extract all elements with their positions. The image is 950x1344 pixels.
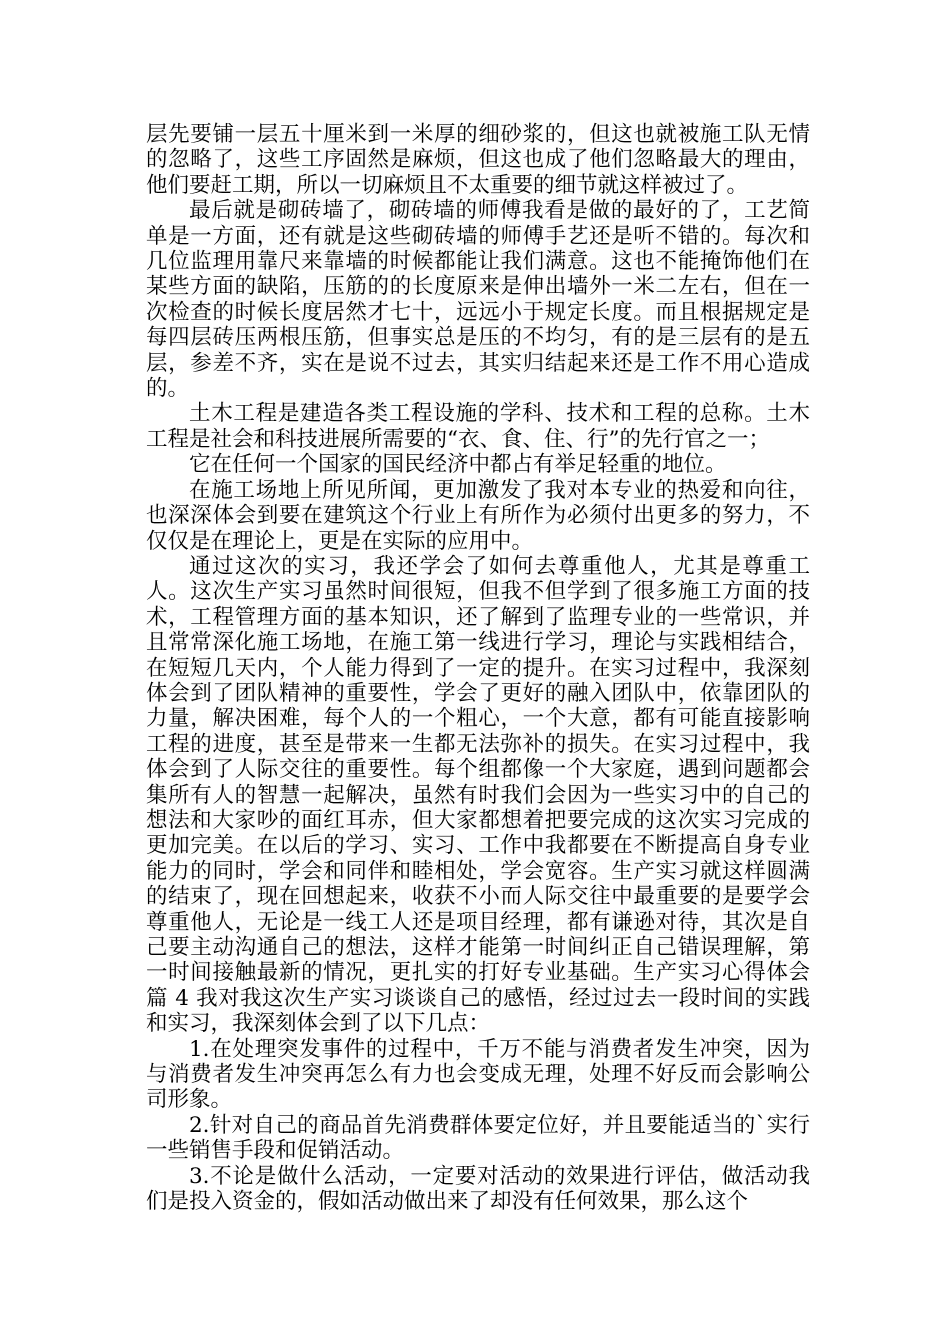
paragraph-2: 最后就是砌砖墙了，砌砖墙的师傅我看是做的最好的了，工艺简单是一方面，还有就是这些砌砖墙的师傅手艺还是听不错的。每次和几位监理用靠尺来靠墙的时候都能让我们满意。这也不能掩饰他们在某些方面的缺陷，压筋的的长度原来是伸出墙外一米二左右，但在一次检查的时候长度居然才七十，远远小于规定长度。而且根据规定是每四层砖压两根压筋，但事实总是压的不均匀，有的是三层有的是五层，参差不齐，实在是说不过去，其实归结起来还是工作不用心造成的。 — [146, 198, 810, 402]
paragraph-7: 1.在处理突发事件的过程中，千万不能与消费者发生冲突，因为与消费者发生冲突再怎么有力也会变成无理，处理不好反而会影响公司形象。 — [146, 1036, 810, 1113]
paragraph-4: 它在任何一个国家的国民经济中都占有举足轻重的地位。 — [189, 452, 727, 478]
paragraph-8: 2.针对自己的商品首先消费群体要定位好，并且要能适当的`实行一些销售手段和促销活动。 — [146, 1112, 810, 1164]
paragraph-3: 土木工程是建造各类工程设施的学科、技术和工程的总称。土木工程是社会和科技进展所需要的“衣、食、住、行”的先行官之一； — [146, 401, 810, 452]
document-body — [146, 122, 810, 1214]
paragraph-6: 通过这次的实习，我还学会了如何去尊重他人，尤其是尊重工人。这次生产实习虽然时间很短，但我不但学到了很多施工方面的技术，工程管理方面的基本知识，还了解到了监理专业的一些常识，并且常常深化施工场地，在施工第一线进行学习，理论与实践相结合，在短短几天内，个人能力得到了一定的提升。在实习过程中，我深刻体会到了团队精神的重要性，学会了更好的融入团队中，依靠团队的力量，解决困难，每个人的一个粗心，一个大意，都有可能直接影响工程的进度，甚至是带来一生都无法弥补的损失。在实习过程中，我体会到了人际交往的重要性。每个组都像一个大家庭，遇到问题都会集所有人的智慧一起解决，虽然有时我们会因为一些实习中的自己的想法和大家吵的面红耳赤，但大家都想着把要完成的这次实习完成的更加完美。在以后的学习、实习、工作中我都要在不断提高自身专业能力的同时，学会和同伴和睦相处，学会宽容。生产实习就这样圆满的结束了，现在回想起来，收获不小而人际交往中最重要的是要学会尊重他人，无论是一线工人还是项目经理，都有谦逊对待，其次是自己要主动沟通自己的想法，这样才能第一时间纠正自己错误理解，第一时间接触最新的情况，更扎实的打好专业基础。生产实习心得体会 篇 4 我对我这次生产实习谈谈自己的感悟，经过过去一段时间的实践和实习，我深刻体会到了以下几点： — [146, 553, 810, 1037]
paragraph-9: 3.不论是做什么活动，一定要对活动的效果进行评估，做活动我们是投入资金的，假如活动做出来了却没有任何效果，那么这个 — [146, 1163, 810, 1215]
paragraph-5: 在施工场地上所见所闻，更加激发了我对本专业的热爱和向往，也深深体会到要在建筑这个行业上有所作为必须付出更多的努力，不仅仅是在理论上，更是在实际的应用中。 — [146, 477, 810, 554]
paragraph-1: 层先要铺一层五十厘米到一米厚的细砂浆的，但这也就被施工队无情的忽略了，这些工序固然是麻烦，但这也成了他们忽略最大的理由，他们要赶工期，所以一切麻烦且不太重要的细节就这样被过了。 — [146, 122, 810, 198]
